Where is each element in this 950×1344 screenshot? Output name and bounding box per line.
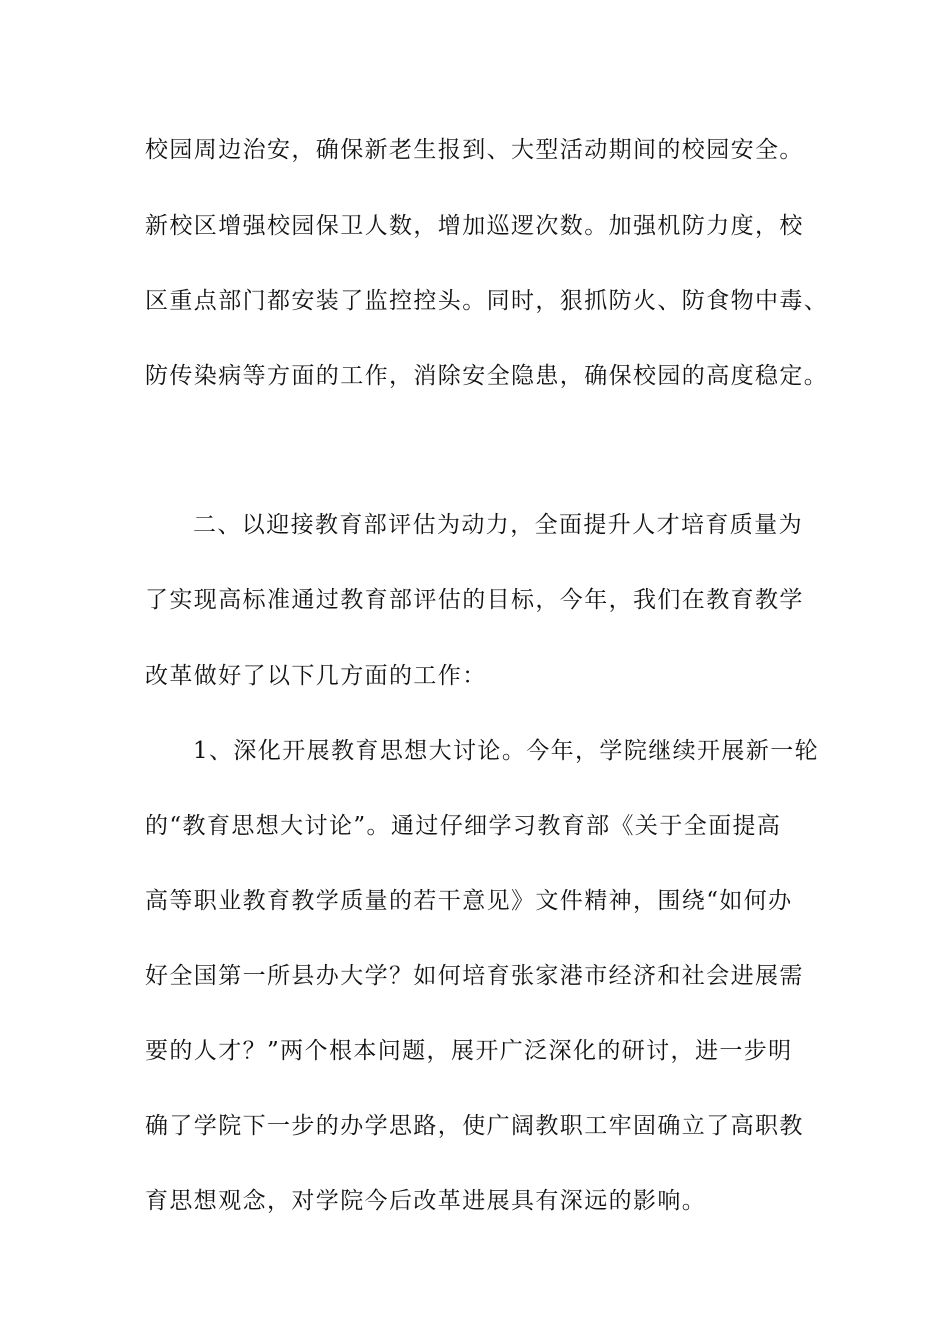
text-line: 高等职业教育教学质量的若干意见》文件精神，围绕“如何办 <box>145 888 793 914</box>
text-line: 育思想观念，对学院今后改革进展具有深远的影响。 <box>145 1188 707 1214</box>
text-line: 确了学院下一步的办学思路，使广阔教职工牢固确立了高职教 <box>145 1113 804 1139</box>
text-line: 防传染病等方面的工作，消除安全隐患，确保校园的高度稳定。 <box>145 363 829 389</box>
text-line: 好全国第一所县办大学？如何培育张家港市经济和社会进展需 <box>145 963 804 989</box>
section-heading-line: 二、以迎接教育部评估为动力，全面提升人才培育质量为 <box>193 512 803 538</box>
text-line: 校园周边治安，确保新老生报到、大型活动期间的校园安全。 <box>145 137 804 163</box>
text-line: 了实现高标准通过教育部评估的目标，今年，我们在教育教学 <box>145 587 804 613</box>
text-line: 新校区增强校园保卫人数，增加巡逻次数。加强机防力度，校 <box>145 213 804 239</box>
text-line: 的“教育思想大讨论”。通过仔细学习教育部《关于全面提高 <box>145 813 782 839</box>
text-line: 1、深化开展教育思想大讨论。今年，学院继续开展新一轮 <box>193 738 820 764</box>
text-line: 区重点部门都安装了监控控头。同时，狠抓防火、防食物中毒、 <box>145 288 829 314</box>
text-line: 改革做好了以下几方面的工作： <box>145 663 487 689</box>
text-line: 要的人才？”两个根本问题，展开广泛深化的研讨，进一步明 <box>145 1038 793 1064</box>
